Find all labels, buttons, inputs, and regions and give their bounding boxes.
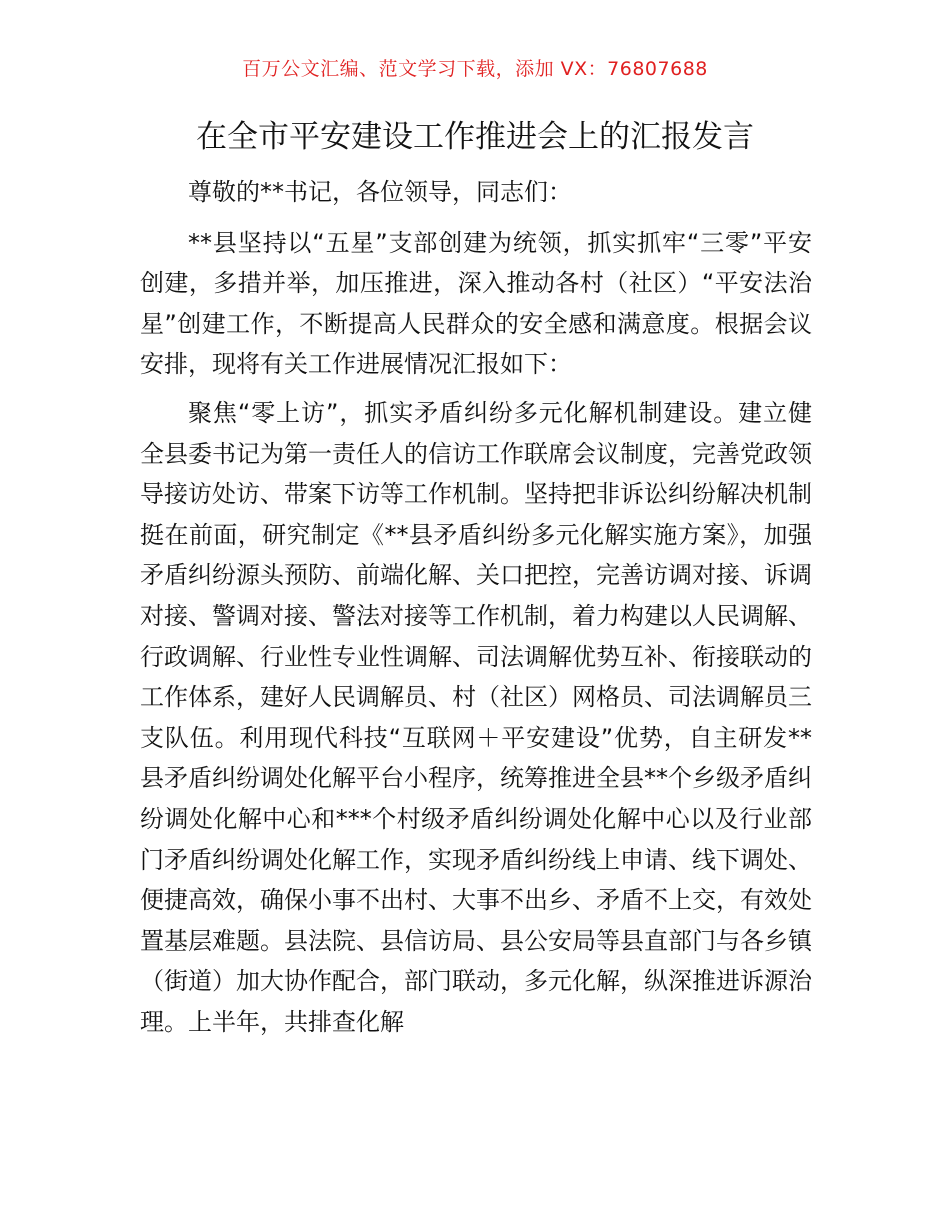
document-body <box>140 172 812 1050</box>
watermark-header: 百万公文汇编、范文学习下载，添加 VX：76807688 <box>242 58 708 80</box>
salutation: 尊敬的**书记，各位领导，同志们： <box>188 178 572 206</box>
paragraph-zero-petition: 聚焦“零上访”，抓实矛盾纠纷多元化解机制建设。建立健全县委书记为第一责任人的信访工作联席会议制度，完善党政领导接访处访、带案下访等工作机制。坚持把非诉讼纠纷解决机制挺在前面，研究制定《**县矛盾纠纷多元化解实施方案》，加强矛盾纠纷源头预防、前端化解、关口把控，完善访调对接、诉调对接、警调对接、警法对接等工作机制，着力构建以人民调解、行政调解、行业性专业性调解、司法调解优势互补、衔接联动的工作体系，建好人民调解员、村（社区）网格员、司法调解员三支队伍。利用现代科技“互联网＋平安建设”优势，自主研发**县矛盾纠纷调处化解平台小程序，统筹推进全县**个乡级矛盾纠纷调处化解中心和***个村级矛盾纠纷调处化解中心以及行业部门矛盾纠纷调处化解工作，实现矛盾纠纷线上申请、线下调处、便捷高效，确保小事不出村、大事不出乡、矛盾不上交，有效处置基层难题。县法院、县信访局、县公安局等县直部门与各乡镇（街道）加大协作配合，部门联动，多元化解，纵深推进诉源治理。上半年，共排查化解 <box>140 398 812 1036</box>
paragraph-intro: **县坚持以“五星”支部创建为统领，抓实抓牢“三零”平安创建，多措并举，加压推进，深入推动各村（社区）“平安法治星”创建工作，不断提高人民群众的安全感和满意度。根据会议安排，现将有关工作进展情况汇报如下： <box>140 228 812 379</box>
document-title: 在全市平安建设工作推进会上的汇报发言 <box>196 119 754 155</box>
